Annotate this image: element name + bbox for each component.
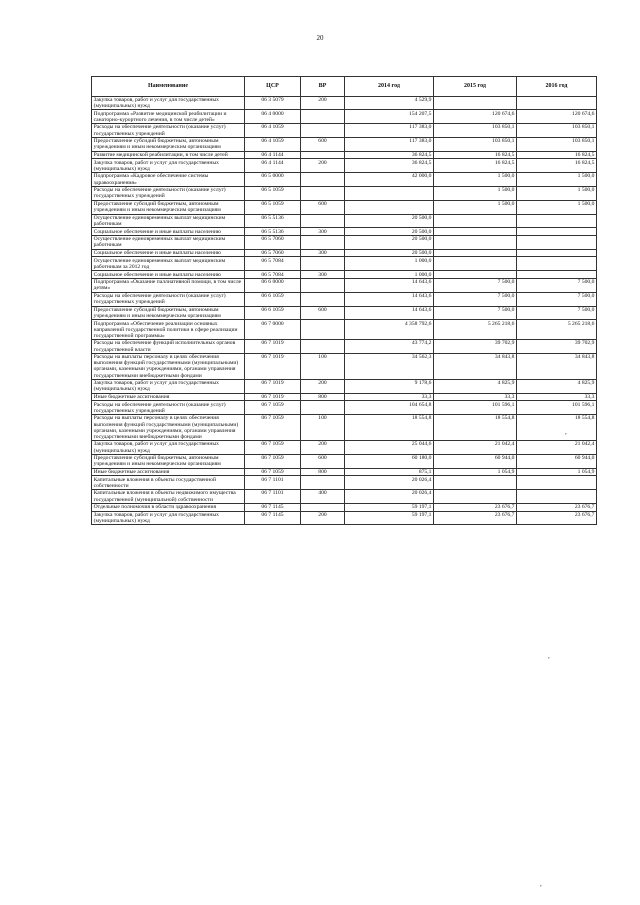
table-row	[92, 401, 597, 415]
row-2015-cell: 103 850,1	[434, 137, 517, 151]
table-row	[92, 151, 597, 159]
table-row	[92, 468, 597, 476]
row-2016-cell	[517, 96, 597, 110]
table-row	[92, 340, 597, 354]
row-vr-cell	[301, 257, 345, 271]
row-2014-cell: 18 554,8	[345, 415, 434, 441]
row-vr-cell: 300	[301, 228, 345, 236]
row-2014-cell: 14 643,6	[345, 292, 434, 306]
table-row	[92, 186, 597, 200]
row-2016-cell: 120 674,6	[517, 110, 597, 124]
row-2015-cell: 120 674,6	[434, 110, 517, 124]
row-2015-cell	[434, 257, 517, 271]
row-csr-cell: 06 6 1059	[245, 292, 301, 306]
row-2016-cell: 1 500,0	[517, 173, 597, 187]
table-row	[92, 306, 597, 320]
row-2014-cell: 33,3	[345, 393, 434, 401]
row-2016-cell: 101 596,1	[517, 401, 597, 415]
row-csr-cell: 06 6 1059	[245, 306, 301, 320]
row-csr-cell: 06 7 1145	[245, 511, 301, 525]
table-row	[92, 278, 597, 292]
table-row	[92, 236, 597, 250]
row-2015-cell: 7 500,0	[434, 278, 517, 292]
row-csr-cell: 06 5 0000	[245, 173, 301, 187]
row-2016-cell: 4 825,9	[517, 379, 597, 393]
row-csr-cell: 06 7 1059	[245, 415, 301, 441]
row-name-cell: Расходы на обеспечение деятельности (оказание услуг) государственных учреждений	[92, 292, 245, 306]
row-2015-cell	[434, 490, 517, 504]
budget-table	[91, 76, 597, 525]
table-row	[92, 490, 597, 504]
scan-mark: ,	[540, 880, 542, 888]
row-2015-cell	[434, 96, 517, 110]
row-2015-cell: 1 500,0	[434, 200, 517, 214]
row-2015-cell: 18 554,8	[434, 415, 517, 441]
header-2015: 2015 год	[434, 77, 517, 97]
row-2015-cell	[434, 228, 517, 236]
row-csr-cell: 06 4 1144	[245, 151, 301, 159]
row-csr-cell: 06 6 0000	[245, 278, 301, 292]
header-row	[92, 77, 597, 97]
row-csr-cell: 06 7 1059	[245, 468, 301, 476]
row-2015-cell: 21 042,4	[434, 441, 517, 455]
table-row	[92, 415, 597, 441]
row-vr-cell	[301, 320, 345, 340]
row-name-cell: Социальное обеспечение и иные выплаты населению	[92, 271, 245, 279]
table-row	[92, 137, 597, 151]
row-name-cell: Отдельные полномочия в области здравоохранения	[92, 503, 245, 511]
row-csr-cell: 06 7 1101	[245, 490, 301, 504]
row-2016-cell: 21 042,4	[517, 441, 597, 455]
table-row	[92, 249, 597, 257]
row-vr-cell	[301, 278, 345, 292]
table-row	[92, 228, 597, 236]
header-2016: 2016 год	[517, 77, 597, 97]
row-name-cell: Расходы на обеспечение деятельности (оказание услуг) государственных учреждений	[92, 124, 245, 138]
row-vr-cell	[301, 503, 345, 511]
row-2016-cell: 16 824,5	[517, 151, 597, 159]
row-csr-cell: 06 7 0000	[245, 320, 301, 340]
table-row	[92, 511, 597, 525]
row-2015-cell: 60 944,0	[434, 454, 517, 468]
table-row	[92, 271, 597, 279]
row-2014-cell: 117 383,0	[345, 124, 434, 138]
row-vr-cell: 300	[301, 249, 345, 257]
row-vr-cell: 800	[301, 393, 345, 401]
row-vr-cell: 200	[301, 441, 345, 455]
row-csr-cell: 06 7 1059	[245, 401, 301, 415]
row-name-cell: Подпрограмма «Обеспечение реализации основных направлений государственной политики в сфере реализации государственной программы»	[92, 320, 245, 340]
row-2014-cell: 20 500,0	[345, 228, 434, 236]
table-row	[92, 320, 597, 340]
table-row	[92, 173, 597, 187]
row-vr-cell: 600	[301, 200, 345, 214]
row-csr-cell: 06 5 5136	[245, 214, 301, 228]
row-2014-cell: 4 358 792,6	[345, 320, 434, 340]
row-vr-cell: 200	[301, 159, 345, 173]
row-2015-cell	[434, 214, 517, 228]
row-csr-cell: 06 5 7060	[245, 236, 301, 250]
table-body	[92, 96, 597, 525]
row-name-cell: Иные бюджетные ассигнования	[92, 393, 245, 401]
table-row	[92, 441, 597, 455]
row-name-cell: Закупка товаров, работ и услуг для государственных (муниципальных) нужд	[92, 441, 245, 455]
row-vr-cell	[301, 110, 345, 124]
row-2015-cell: 7 500,0	[434, 306, 517, 320]
row-2014-cell: 36 824,5	[345, 159, 434, 173]
row-vr-cell: 600	[301, 137, 345, 151]
row-2016-cell: 34 843,8	[517, 353, 597, 379]
row-2014-cell: 20 500,0	[345, 236, 434, 250]
row-vr-cell: 300	[301, 271, 345, 279]
row-csr-cell: 06 5 1059	[245, 186, 301, 200]
row-vr-cell	[301, 401, 345, 415]
row-vr-cell: 600	[301, 454, 345, 468]
row-2015-cell: 1 500,0	[434, 173, 517, 187]
row-name-cell: Социальное обеспечение и иные выплаты населению	[92, 249, 245, 257]
table-row	[92, 476, 597, 490]
row-name-cell: Социальное обеспечение и иные выплаты населению	[92, 228, 245, 236]
row-2016-cell	[517, 228, 597, 236]
row-2014-cell: 9 178,6	[345, 379, 434, 393]
row-vr-cell: 800	[301, 468, 345, 476]
row-2014-cell: 43 774,2	[345, 340, 434, 354]
row-2014-cell: 20 500,0	[345, 214, 434, 228]
row-2015-cell: 103 850,1	[434, 124, 517, 138]
row-name-cell: Осуществление единовременных выплат медицинским работникам	[92, 214, 245, 228]
table-row	[92, 379, 597, 393]
row-name-cell: Закупка товаров, работ и услуг для государственных (муниципальных) нужд	[92, 159, 245, 173]
table-row	[92, 393, 597, 401]
row-2015-cell: 1 500,0	[434, 186, 517, 200]
row-csr-cell: 06 7 1019	[245, 340, 301, 354]
row-name-cell: Осуществление единовременных выплат медицинским работникам за 2012 год	[92, 257, 245, 271]
row-2015-cell: 101 596,1	[434, 401, 517, 415]
row-2015-cell: 5 265 218,6	[434, 320, 517, 340]
row-name-cell: Капитальные вложения в объекты государственной собственности	[92, 476, 245, 490]
row-2016-cell: 18 554,8	[517, 415, 597, 441]
row-csr-cell: 06 4 1144	[245, 159, 301, 173]
row-2014-cell	[345, 200, 434, 214]
row-2015-cell: 16 824,5	[434, 151, 517, 159]
row-csr-cell: 06 4 1059	[245, 137, 301, 151]
row-2016-cell: 16 824,5	[517, 159, 597, 173]
row-csr-cell: 06 4 0000	[245, 110, 301, 124]
row-vr-cell: 200	[301, 96, 345, 110]
row-name-cell: Осуществление единовременных выплат медицинским работникам	[92, 236, 245, 250]
row-2015-cell	[434, 271, 517, 279]
row-2016-cell: 7 500,0	[517, 278, 597, 292]
scan-mark: ,	[548, 652, 550, 660]
table-row	[92, 503, 597, 511]
row-vr-cell	[301, 340, 345, 354]
row-2014-cell: 875,1	[345, 468, 434, 476]
row-csr-cell: 06 7 1019	[245, 353, 301, 379]
row-csr-cell: 06 7 1019	[245, 379, 301, 393]
table-row	[92, 214, 597, 228]
row-2016-cell	[517, 214, 597, 228]
row-2015-cell: 23 676,7	[434, 511, 517, 525]
row-2014-cell: 36 824,5	[345, 151, 434, 159]
row-2015-cell: 16 824,5	[434, 159, 517, 173]
row-2016-cell: 23 676,7	[517, 503, 597, 511]
row-csr-cell: 06 7 1019	[245, 393, 301, 401]
row-csr-cell: 06 7 1145	[245, 503, 301, 511]
row-2014-cell: 104 654,8	[345, 401, 434, 415]
row-name-cell: Предоставление субсидий бюджетным, автономным учреждениям и иным некоммерческим организациям	[92, 306, 245, 320]
row-2016-cell: 7 500,0	[517, 306, 597, 320]
row-2014-cell: 1 000,0	[345, 271, 434, 279]
row-name-cell: Расходы на выплаты персоналу в целях обеспечения выполнения функций государственными (муниципальными) органами, казенными учреждениями, органами управления государственными внебюджетными фондами	[92, 353, 245, 379]
row-csr-cell: 06 4 1059	[245, 124, 301, 138]
row-2014-cell: 20 026,4	[345, 490, 434, 504]
row-2016-cell: 23 676,7	[517, 511, 597, 525]
row-name-cell: Расходы на обеспечение деятельности (оказание услуг) государственных учреждений	[92, 186, 245, 200]
row-2016-cell: 1 500,0	[517, 186, 597, 200]
row-name-cell: Подпрограмма «Оказание паллиативной помощи, в том числе детям»	[92, 278, 245, 292]
table-row	[92, 110, 597, 124]
row-2016-cell	[517, 257, 597, 271]
row-2015-cell: 23 676,7	[434, 503, 517, 511]
row-2016-cell: 60 944,0	[517, 454, 597, 468]
row-2014-cell: 20 026,4	[345, 476, 434, 490]
table-row	[92, 200, 597, 214]
row-vr-cell: 600	[301, 306, 345, 320]
table-row	[92, 454, 597, 468]
row-vr-cell: 100	[301, 353, 345, 379]
row-csr-cell: 06 5 1059	[245, 200, 301, 214]
row-vr-cell: 200	[301, 511, 345, 525]
row-vr-cell	[301, 236, 345, 250]
page-number: 20	[316, 34, 324, 42]
row-csr-cell: 06 5 7060	[245, 249, 301, 257]
row-name-cell: Закупка товаров, работ и услуг для государственных (муниципальных) нужд	[92, 96, 245, 110]
row-vr-cell	[301, 214, 345, 228]
row-2015-cell: 34 843,8	[434, 353, 517, 379]
row-2016-cell: 1 500,0	[517, 200, 597, 214]
row-2014-cell: 14 643,6	[345, 278, 434, 292]
row-csr-cell: 06 3 5079	[245, 96, 301, 110]
row-2016-cell: 33,3	[517, 393, 597, 401]
row-2014-cell: 60 180,0	[345, 454, 434, 468]
row-name-cell: Предоставление субсидий бюджетным, автономным учреждениям и иным некоммерческим организациям	[92, 200, 245, 214]
row-2015-cell	[434, 236, 517, 250]
row-2016-cell	[517, 236, 597, 250]
table-row	[92, 96, 597, 110]
table-row	[92, 292, 597, 306]
row-name-cell: Расходы на выплаты персоналу в целях обеспечения выполнения функций государственными (муниципальными) органами, казенными учреждениями, органами управления государственными внебюджетными фондами	[92, 415, 245, 441]
table-row	[92, 257, 597, 271]
row-2016-cell	[517, 490, 597, 504]
row-2016-cell: 5 265 218,6	[517, 320, 597, 340]
row-csr-cell: 06 7 1059	[245, 454, 301, 468]
header-2014: 2014 год	[345, 77, 434, 97]
row-name-cell: Закупка товаров, работ и услуг для государственных (муниципальных) нужд	[92, 511, 245, 525]
row-vr-cell: 400	[301, 490, 345, 504]
row-2014-cell: 4 529,9	[345, 96, 434, 110]
row-2014-cell: 25 044,6	[345, 441, 434, 455]
row-2014-cell: 34 562,3	[345, 353, 434, 379]
row-vr-cell	[301, 151, 345, 159]
row-vr-cell: 200	[301, 379, 345, 393]
row-2015-cell: 33,3	[434, 393, 517, 401]
row-csr-cell: 06 5 7084	[245, 271, 301, 279]
row-2016-cell: 1 054,9	[517, 468, 597, 476]
header-csr: ЦСР	[245, 77, 301, 97]
row-name-cell: Подпрограмма «Развитие медицинской реабилитации и санаторно-курортного лечения, в том числе детей»	[92, 110, 245, 124]
row-name-cell: Расходы на обеспечение деятельности (оказание услуг) государственных учреждений	[92, 401, 245, 415]
row-2014-cell: 154 207,5	[345, 110, 434, 124]
row-2014-cell: 20 500,0	[345, 249, 434, 257]
row-name-cell: Расходы на обеспечение функций исполнительных органов государственной власти	[92, 340, 245, 354]
row-vr-cell	[301, 186, 345, 200]
row-vr-cell	[301, 292, 345, 306]
row-2015-cell: 1 054,9	[434, 468, 517, 476]
row-2016-cell: 39 702,9	[517, 340, 597, 354]
row-vr-cell: 100	[301, 415, 345, 441]
row-name-cell: Предоставление субсидий бюджетным, автономным учреждениям и иным некоммерческим организациям	[92, 137, 245, 151]
row-name-cell: Закупка товаров, работ и услуг для государственных (муниципальных) нужд	[92, 379, 245, 393]
row-name-cell: Иные бюджетные ассигнования	[92, 468, 245, 476]
row-csr-cell: 06 7 1059	[245, 441, 301, 455]
row-2016-cell: 7 500,0	[517, 292, 597, 306]
row-vr-cell	[301, 476, 345, 490]
row-2015-cell	[434, 476, 517, 490]
row-2015-cell: 39 702,9	[434, 340, 517, 354]
row-2014-cell	[345, 186, 434, 200]
row-2016-cell	[517, 249, 597, 257]
row-2016-cell: 103 850,1	[517, 137, 597, 151]
row-2014-cell: 1 000,0	[345, 257, 434, 271]
row-csr-cell: 06 5 7084	[245, 257, 301, 271]
row-2014-cell: 42 000,0	[345, 173, 434, 187]
row-2016-cell	[517, 476, 597, 490]
header-name: Наименование	[92, 77, 245, 97]
row-2014-cell: 117 383,0	[345, 137, 434, 151]
scan-mark: ,	[565, 428, 567, 436]
row-2015-cell: 4 825,9	[434, 379, 517, 393]
table-row	[92, 159, 597, 173]
row-2014-cell: 59 197,1	[345, 511, 434, 525]
table-row	[92, 353, 597, 379]
row-vr-cell	[301, 173, 345, 187]
row-2014-cell: 14 643,6	[345, 306, 434, 320]
row-2014-cell: 59 197,1	[345, 503, 434, 511]
row-2016-cell	[517, 271, 597, 279]
row-2015-cell: 7 500,0	[434, 292, 517, 306]
row-name-cell: Подпрограмма «Кадровое обеспечение системы здравоохранения»	[92, 173, 245, 187]
row-csr-cell: 06 5 5136	[245, 228, 301, 236]
row-name-cell: Развитие медицинской реабилитации, в том числе детей	[92, 151, 245, 159]
row-name-cell: Предоставление субсидий бюджетным, автономным учреждениям и иным некоммерческим организациям	[92, 454, 245, 468]
header-vr: ВР	[301, 77, 345, 97]
table-row	[92, 124, 597, 138]
row-2015-cell	[434, 249, 517, 257]
row-name-cell: Капитальные вложения в объекты недвижимого имущества государственной (муниципальной) собственности	[92, 490, 245, 504]
row-csr-cell: 06 7 1101	[245, 476, 301, 490]
row-vr-cell	[301, 124, 345, 138]
row-2016-cell: 103 850,1	[517, 124, 597, 138]
